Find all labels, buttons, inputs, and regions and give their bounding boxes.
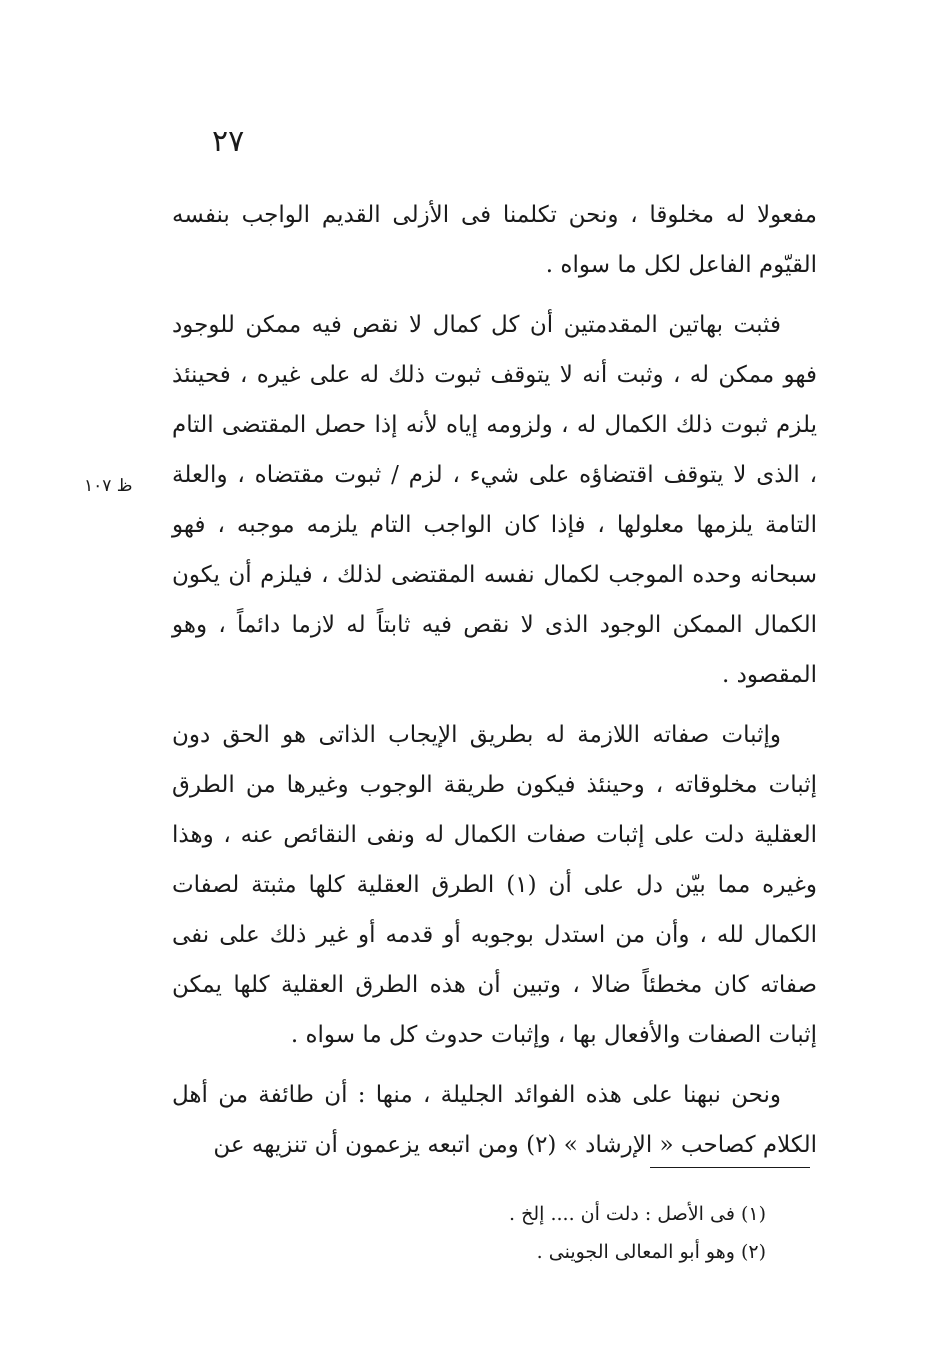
footnote-divider bbox=[650, 1167, 810, 1168]
footnote-2: (٢) وهو أبو المعالى الجوينى . bbox=[536, 1241, 766, 1263]
footnotes bbox=[300, 1195, 766, 1271]
body-text bbox=[172, 190, 817, 1180]
paragraph-4: ونحن نبهنا على هذه الفوائد الجليلة ، منها : أن طائفة من أهل الكلام كصاحب « الإرشاد » (٢) ومن اتبعه يزعمون أن تنزيهه عن bbox=[172, 1082, 817, 1158]
footnote-1: (١) فى الأصل : دلت أن .... إلخ . bbox=[509, 1203, 766, 1225]
paragraph-2: فثبت بهاتين المقدمتين أن كل كمال لا نقص فيه ممكن للوجود فهو ممكن له ، وثبت أنه لا يتوقف ثبوت ذلك له على غيره ، فحينئذ يلزم ثبوت ذلك الكمال له ، ولزومه إياه لأنه إذا حصل المقتضى التام ، الذى لا يتوقف اقتضاؤه على شيء ، لزم / ثبوت مقتضاه ، والعلة التامة يلزمها معلولها ، فإذا كان الواجب التام يلزمه موجبه ، فهو سبحانه وحده الموجب لكمال نفسه المقتضى لذلك ، فيلزم أن يكون الكمال الممكن الوجود الذى لا نقص فيه ثابتاً له لازما دائماً ، وهو المقصود . bbox=[172, 312, 817, 688]
page-number: ٢٧ bbox=[212, 124, 245, 159]
paragraph-3: وإثبات صفاته اللازمة له بطريق الإيجاب الذاتى هو الحق دون إثبات مخلوقاته ، وحينئذ فيكون طريقة الوجوب وغيرها من الطرق العقلية دلت على إثبات صفات الكمال له ونفى النقائص عنه ، وهذا وغيره مما بيّن دل على أن (١) الطرق العقلية كلها مثبتة لصفات الكمال لله ، وأن من استدل بوجوبه أو قدمه أو غير ذلك على نفى صفاته كان مخطئاً ضالا ، وتبين أن هذه الطرق العقلية كلها يمكن إثبات الصفات والأفعال بها ، وإثبات حدوث كل ما سواه . bbox=[172, 722, 817, 1048]
margin-folio-note: ظ ١٠٧ bbox=[84, 476, 133, 496]
paragraph-1: مفعولا له مخلوقا ، ونحن تكلمنا فى الأزلى القديم الواجب بنفسه القيّوم الفاعل لكل ما سواه . bbox=[172, 202, 817, 278]
